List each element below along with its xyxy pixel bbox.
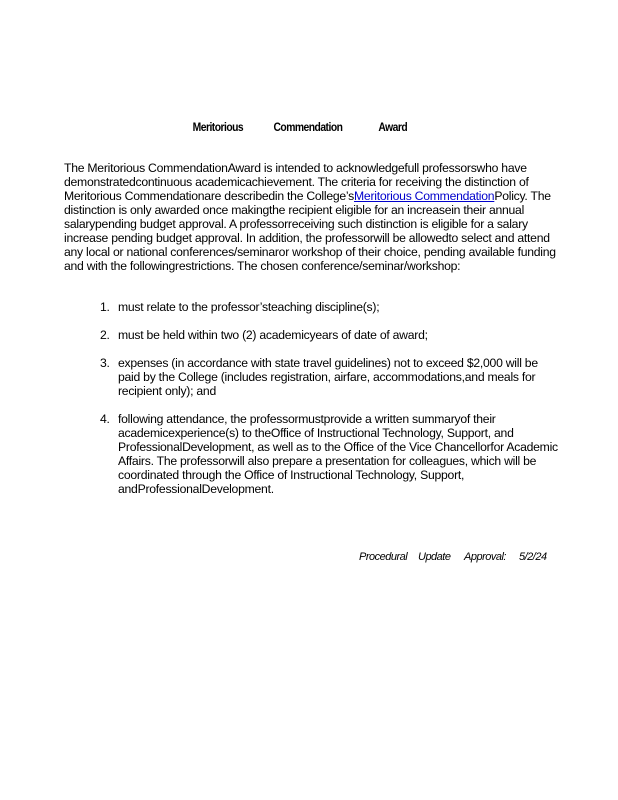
list-item-text: must be held within two (2) academicyears of date of award; [118,328,428,342]
title-word-meritorious: Meritorious [192,120,244,134]
intro-paragraph [64,161,564,273]
footer-update: Update [418,551,451,563]
list-item [100,300,560,314]
list-item [100,328,560,342]
list-item [100,412,560,496]
list-item-number: 1. [100,300,110,314]
footer-approval-label: Approval: [464,551,506,563]
list-item-number: 4. [100,412,110,426]
list-item [100,356,560,398]
list-item-number: 2. [100,328,110,342]
title-word-commendation: Commendation [273,120,343,134]
list-item-text: following attendance, the professormustprovide a written summaryof their academicexperience(s) to theOffice of Instructional Technology, Support, and ProfessionalDevelopment, as well as to the Office of the Vice Chancellorfor Academic Affairs. The professorwill also prepare a presentation for colleagues, which will be coordinated through the Office of Instructional Technology, Support, andProfessionalDevelopment. [118,412,558,496]
list-item-number: 3. [100,356,110,370]
footer-procedural: Procedural [359,551,408,563]
footer-approval-date: 5/2/24 [519,551,547,563]
title-word-award: Award [378,120,408,134]
restrictions-list [100,300,560,510]
list-item-text: must relate to the professor’steaching discipline(s); [118,300,380,314]
intro-text-after-link: The distinction is only awarded once makingthe recipient eligible for an increasein their annual salarypending budget approval. A professorreceiving such distinction is eligible for a salary increase pending budget approval. In addition, the professorwill be allowedto select and attend any local or national conferences/seminaror workshop of their choice, pending available funding and with the followingrestrictions. The chosen conference/seminar/workshop: [64,189,556,273]
list-item-text: expenses (in accordance with state travel guidelines) not to exceed $2,000 will be paid by the College (includes registration, airfare, accommodations,and meals for recipient only); and [118,356,538,398]
policy-link[interactable]: Meritorious Commendation [354,189,495,203]
intro-link-suffix: Policy. [494,189,528,203]
document-title [0,120,531,136]
intro-text-before-link: The Meritorious CommendationAward is intended to acknowledgefull professorswho have demonstratedcontinuous academicachievement. The criteria for receiving the distinction of Meritorious Commendationare describedin the College’s [64,161,529,203]
